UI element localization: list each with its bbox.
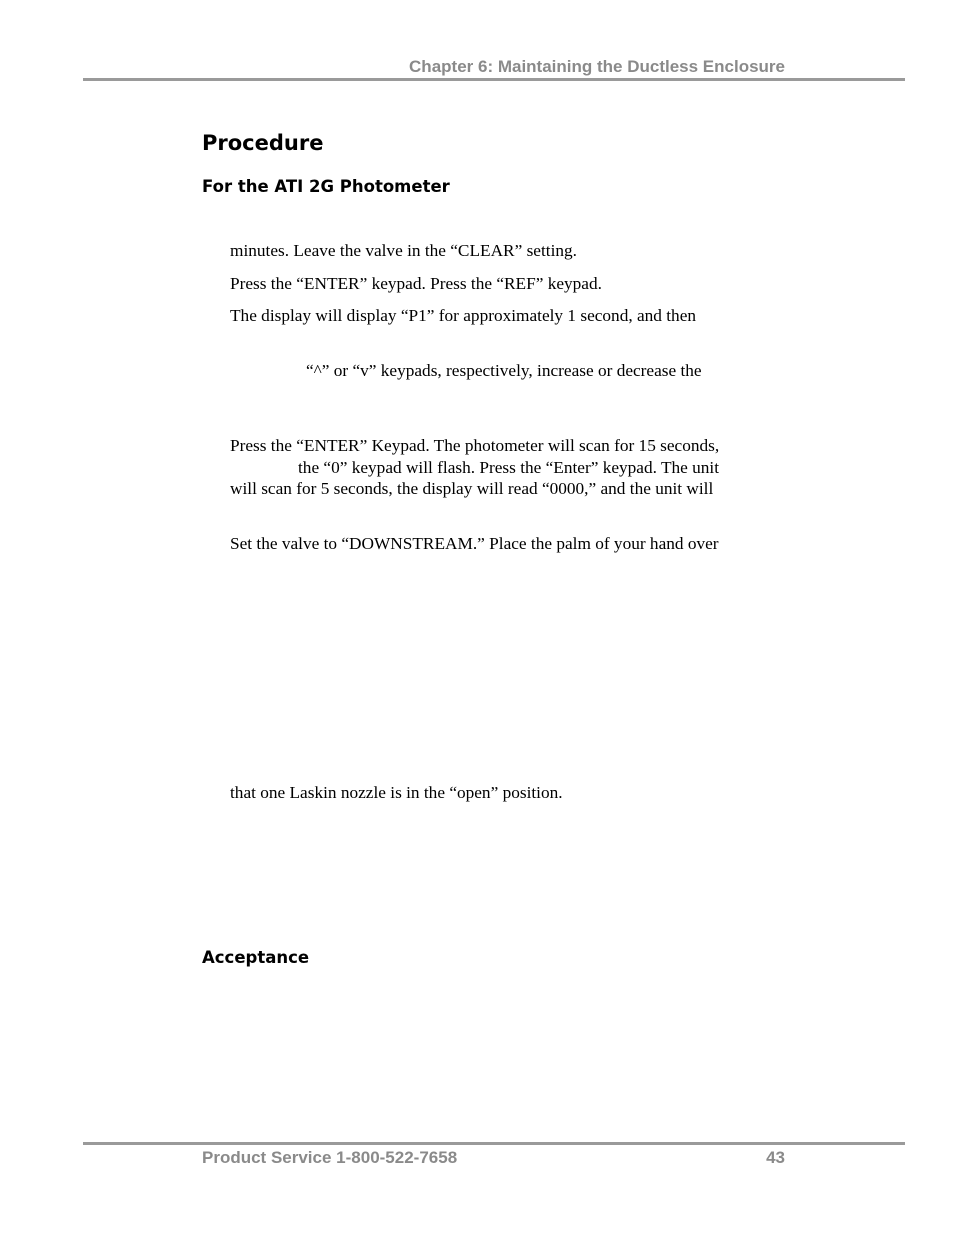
body-line: Press the “ENTER” keypad. Press the “REF” keypad. bbox=[230, 274, 602, 293]
procedure-heading: Procedure bbox=[202, 131, 324, 155]
chapter-title: Chapter 6: Maintaining the Ductless Enclosure bbox=[409, 57, 785, 76]
page-number: 43 bbox=[766, 1148, 785, 1167]
body-line: The display will display “P1” for approximately 1 second, and then bbox=[230, 306, 697, 325]
product-service-phone: Product Service 1-800-522-7658 bbox=[202, 1148, 458, 1167]
body-line: will scan for 5 seconds, the display will read “0000,” and the unit will bbox=[230, 479, 714, 498]
body-line: the “0” keypad will flash. Press the “Enter” keypad. The unit bbox=[298, 458, 720, 477]
acceptance-heading: Acceptance bbox=[202, 948, 310, 967]
footer-divider bbox=[83, 1142, 905, 1145]
body-line: Set the valve to “DOWNSTREAM.” Place the palm of your hand over bbox=[230, 534, 719, 553]
header-divider bbox=[83, 78, 905, 81]
photometer-subheading: For the ATI 2G Photometer bbox=[202, 177, 450, 196]
body-line: that one Laskin nozzle is in the “open” position. bbox=[230, 783, 563, 802]
body-line: “^” or “v” keypads, respectively, increase or decrease the bbox=[306, 361, 702, 380]
body-line: Press the “ENTER” Keypad. The photometer will scan for 15 seconds, bbox=[230, 436, 720, 455]
body-line: minutes. Leave the valve in the “CLEAR” setting. bbox=[230, 241, 577, 260]
